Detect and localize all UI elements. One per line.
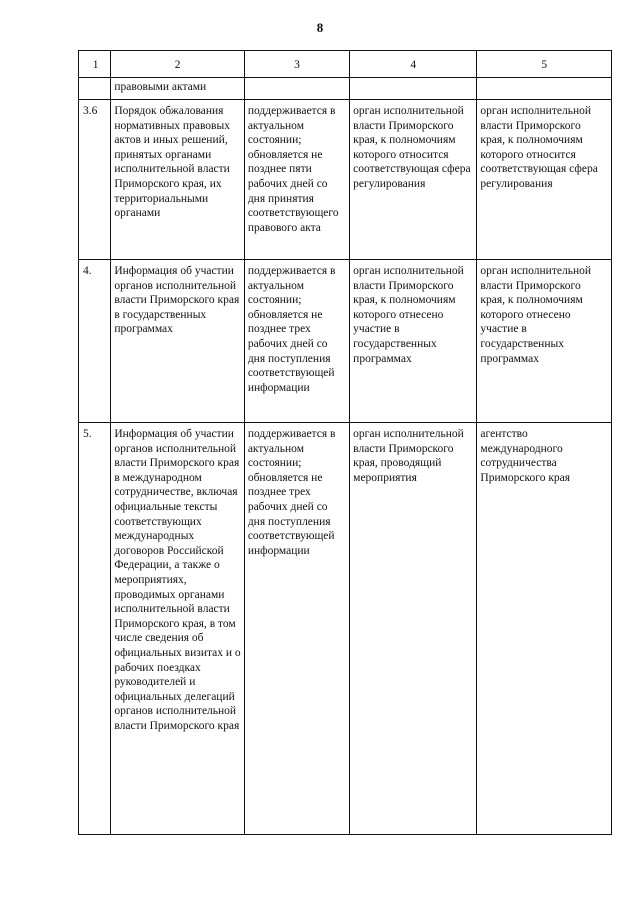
header-col-1: 1	[79, 51, 111, 78]
table-header-row	[79, 51, 612, 78]
row-update-terms: поддерживается в актуальном состоянии; обновляется не позднее трех рабочих дней со дня поступления соответствующей информации	[244, 423, 349, 835]
row-responsible: орган исполнительной власти Приморского края, проводящий мероприятия	[350, 423, 477, 835]
header-col-3: 3	[244, 51, 349, 78]
header-col-2: 2	[111, 51, 245, 78]
row-info: Информация об участии органов исполнительной власти Приморского края в государственных программах	[111, 260, 245, 423]
row-update-terms: поддерживается в актуальном состоянии; обновляется не позднее трех рабочих дней со дня поступления соответствующей информации	[244, 260, 349, 423]
row-number: 4.	[79, 260, 111, 423]
row-number	[79, 78, 111, 100]
row-update-terms: поддерживается в актуальном состоянии; обновляется не позднее пяти рабочих дней со дня принятия соответствующего правового акта	[244, 100, 349, 260]
row-info: Порядок обжалования нормативных правовых актов и иных решений, принятых органами исполнительной власти Приморского края, их территориальными органами	[111, 100, 245, 260]
row-responsible	[350, 78, 477, 100]
requirements-table	[78, 50, 612, 835]
header-col-4: 4	[350, 51, 477, 78]
page-number: 8	[316, 20, 324, 35]
row-info: правовыми актами	[111, 78, 245, 100]
row-number: 5.	[79, 423, 111, 835]
row-update-terms	[244, 78, 349, 100]
table-row	[79, 260, 612, 423]
table-row	[79, 423, 612, 835]
row-number: 3.6	[79, 100, 111, 260]
row-responsible: орган исполнительной власти Приморского края, к полномочиям которого отнесено участие в государственных программах	[350, 260, 477, 423]
row-coordinator: агентство международного сотрудничества Приморского края	[477, 423, 612, 835]
row-info: Информация об участии органов исполнительной власти Приморского края в международном сотрудничестве, включая официальные тексты соответствующих международных договоров Российской Федерации, а также о мероприятиях, проводимых органами исполнительной власти Приморского края, в том числе сведения об официальных визитах и о рабочих поездках руководителей и официальных делегаций органов исполнительной власти Приморского края	[111, 423, 245, 835]
row-coordinator: орган исполнительной власти Приморского края, к полномочиям которого относится соответствующая сфера регулирования	[477, 100, 612, 260]
table-row	[79, 78, 612, 100]
row-coordinator	[477, 78, 612, 100]
row-responsible: орган исполнительной власти Приморского края, к полномочиям которого относится соответствующая сфера регулирования	[350, 100, 477, 260]
header-col-5: 5	[477, 51, 612, 78]
table-row	[79, 100, 612, 260]
row-coordinator: орган исполнительной власти Приморского края, к полномочиям которого отнесено участие в государственных программах	[477, 260, 612, 423]
